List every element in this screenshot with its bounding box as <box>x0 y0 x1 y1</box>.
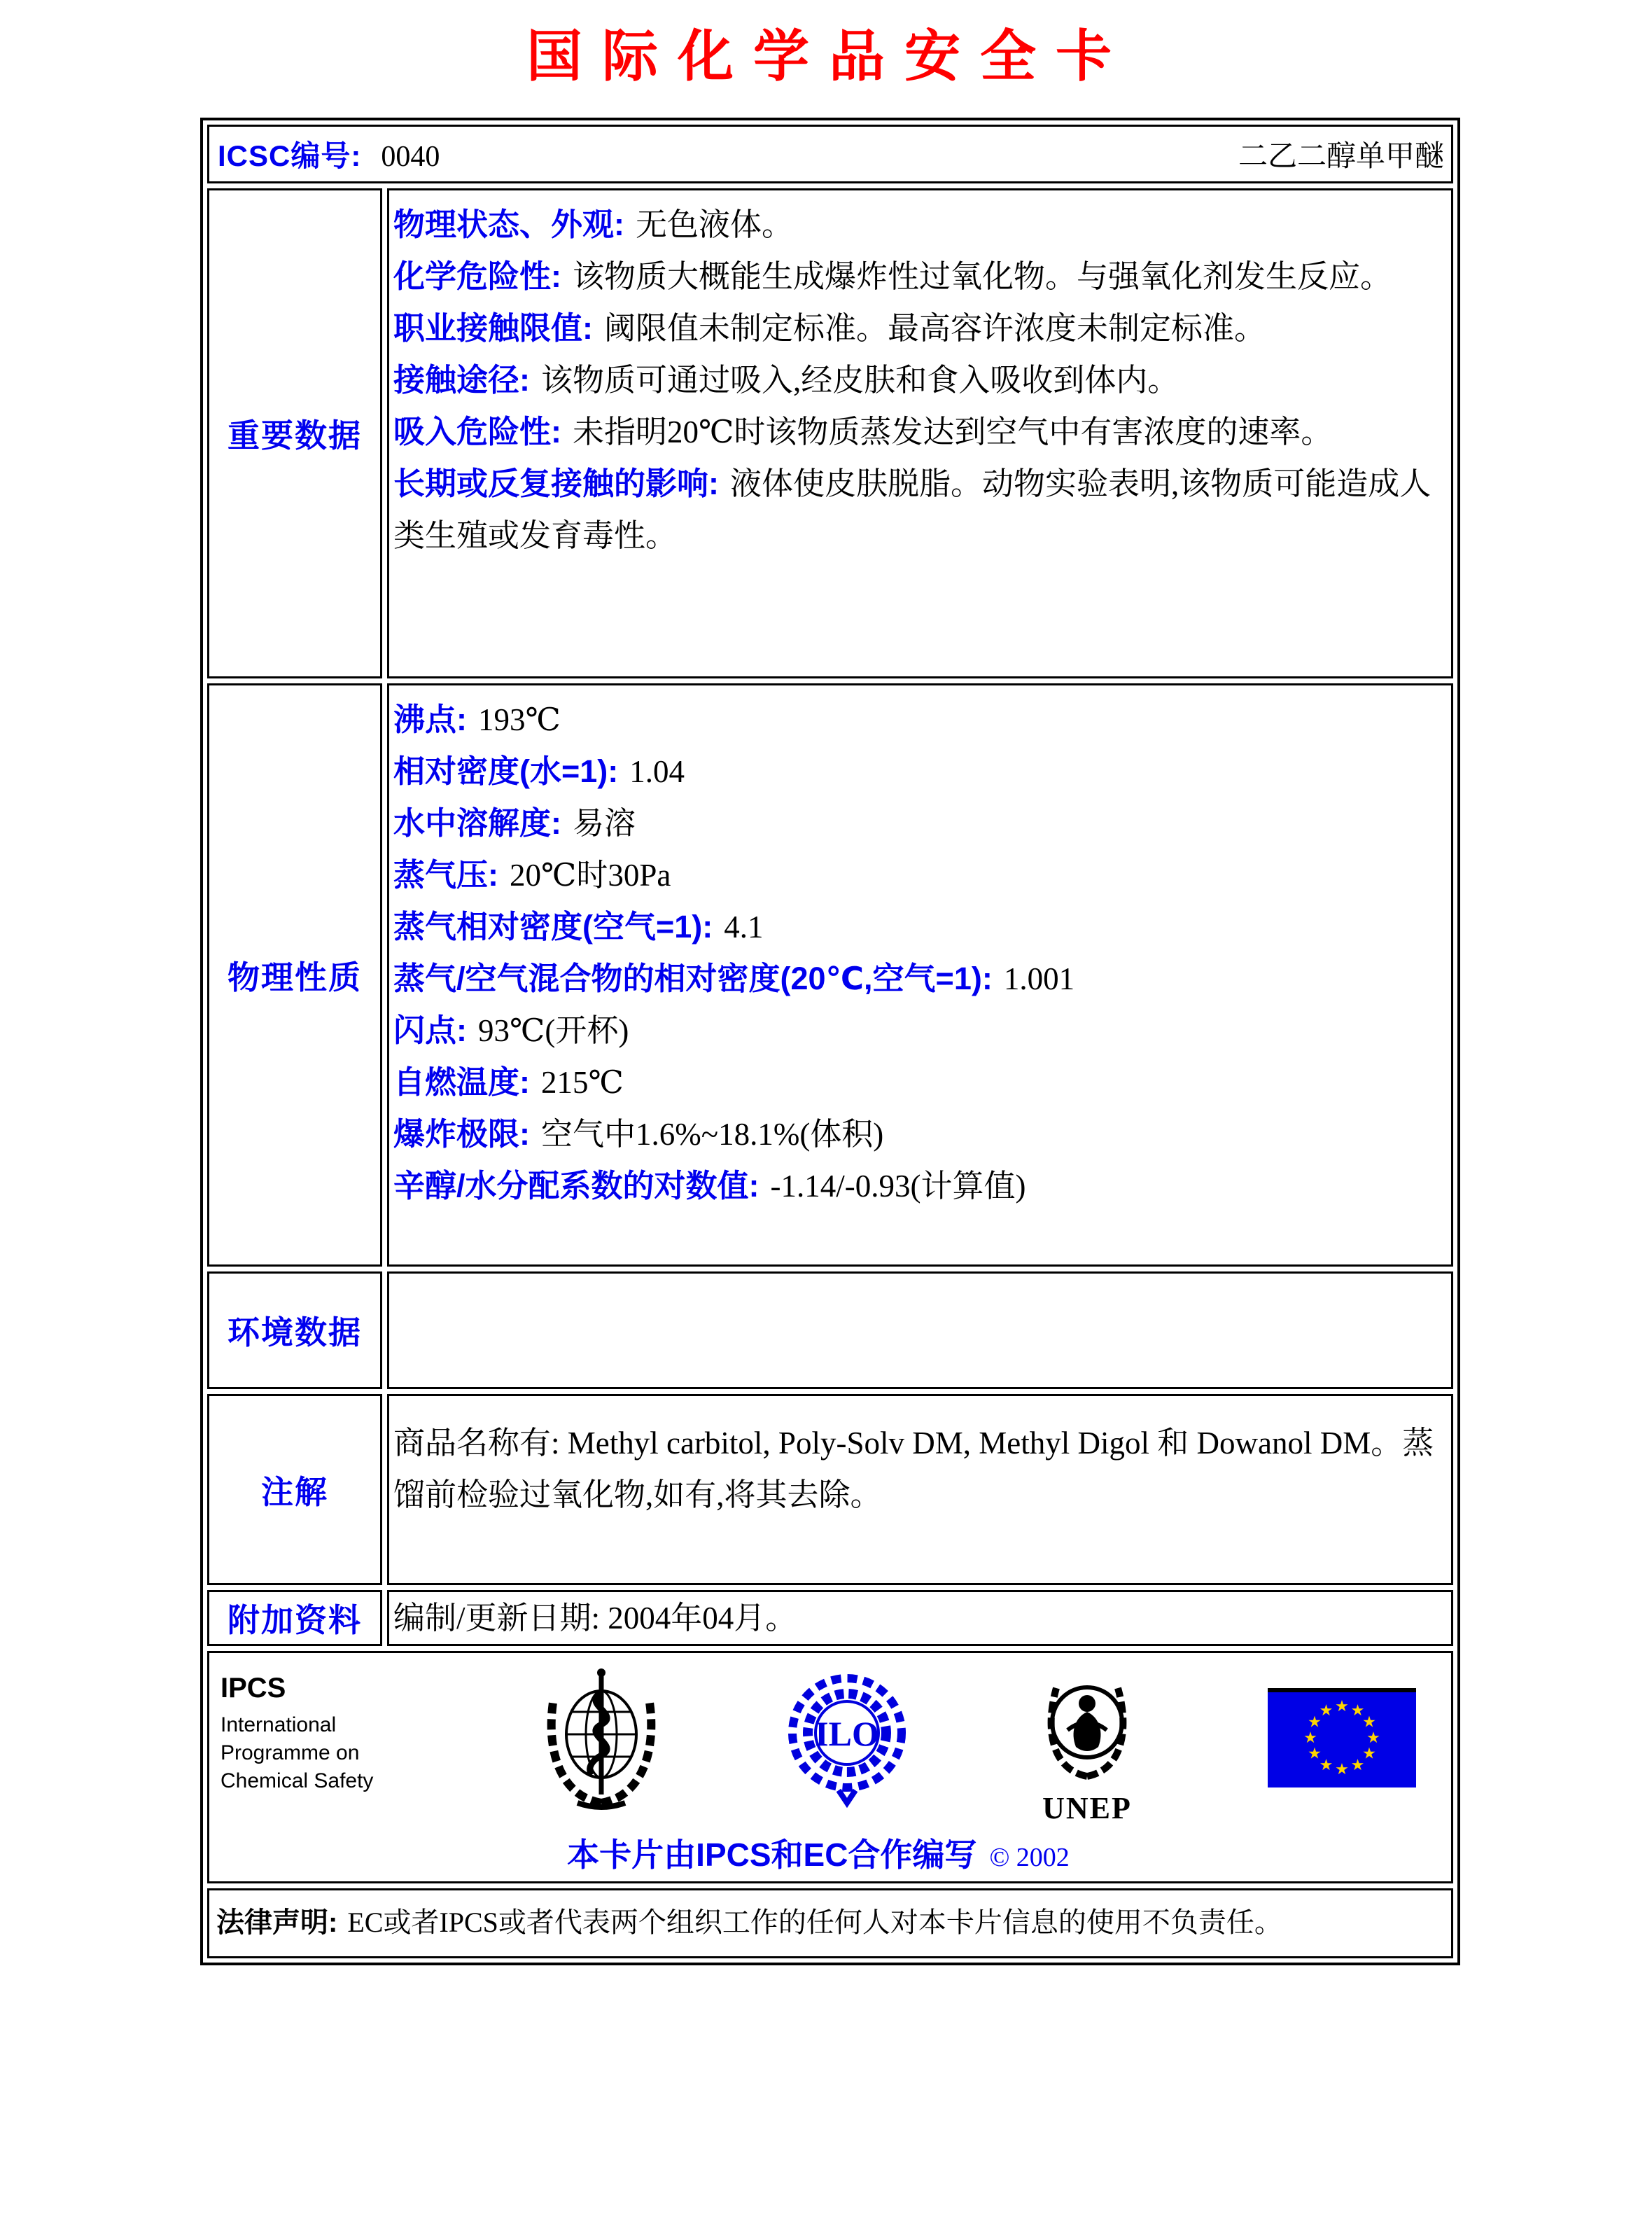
field-label: 自燃温度: <box>393 1064 530 1100</box>
unep-letters: UNEP <box>1042 1791 1133 1825</box>
physical-properties-content <box>387 683 1453 1267</box>
field-label: 职业接触限值: <box>393 310 593 346</box>
legal-label: 法律声明: <box>216 1907 338 1938</box>
eu-flag-icon <box>1268 1663 1416 1787</box>
data-item <box>393 1057 1434 1108</box>
section-notes <box>207 1394 1453 1585</box>
icsc-number-group <box>218 133 440 175</box>
icsc-card <box>200 118 1460 1965</box>
svg-text:★: ★ <box>1366 1729 1380 1747</box>
section-important-data <box>207 188 1453 678</box>
header-cell <box>207 125 1453 183</box>
data-item <box>393 302 1434 354</box>
field-label: 长期或反复接触的影响: <box>393 466 719 501</box>
field-label: 爆炸极限: <box>393 1116 530 1152</box>
ipcs-line: International <box>220 1713 337 1736</box>
field-value: 阈限值未制定标准。最高容许浓度未制定标准。 <box>604 311 1266 346</box>
data-item <box>393 797 1434 849</box>
field-value: 无色液体。 <box>636 207 794 242</box>
data-item <box>393 849 1434 901</box>
field-value: 93℃(开杯) <box>478 1013 629 1048</box>
field-label: 接触途径: <box>393 362 530 398</box>
copyright-text: © 2002 <box>989 1843 1070 1872</box>
environmental-data-content <box>387 1271 1453 1389</box>
header-row <box>207 125 1453 183</box>
section-label-additional-info: 附加资料 <box>207 1590 382 1646</box>
svg-text:★: ★ <box>1335 1698 1349 1715</box>
svg-text:★: ★ <box>1362 1745 1376 1763</box>
field-label: 闪点: <box>393 1012 467 1048</box>
field-value: 易溶 <box>573 806 636 841</box>
field-label: 蒸气/空气混合物的相对密度(20℃,空气=1): <box>393 961 993 996</box>
field-label: 物理状态、外观: <box>393 207 624 242</box>
data-item <box>393 694 1434 746</box>
who-logo-icon <box>537 1663 666 1811</box>
update-date-text: 编制/更新日期: 2004年04月。 <box>393 1601 797 1636</box>
svg-text:★: ★ <box>1335 1761 1349 1778</box>
field-value: -1.14/-0.93(计算值) <box>770 1169 1026 1204</box>
legal-row <box>207 1888 1453 1958</box>
data-item <box>393 953 1434 1005</box>
svg-text:★: ★ <box>1319 1757 1334 1774</box>
field-label: 化学危险性: <box>393 258 561 294</box>
ipcs-text-block <box>220 1663 416 1795</box>
data-item <box>393 1108 1434 1160</box>
section-environmental-data <box>207 1271 1453 1389</box>
field-value: 1.04 <box>629 754 685 789</box>
logos-row <box>207 1651 1453 1883</box>
data-item <box>393 458 1434 562</box>
field-value: 20℃时30Pa <box>510 858 671 893</box>
chemical-name: 二乙二醇单甲醚 <box>1238 141 1444 173</box>
ipcs-line: Programme on <box>220 1741 360 1764</box>
caption-text: 本卡片由IPCS和EC合作编写 <box>567 1837 977 1873</box>
section-label-physical-properties: 物理性质 <box>207 683 382 1267</box>
icsc-number-value: 0040 <box>381 141 440 173</box>
important-data-content <box>387 188 1453 678</box>
ilo-logo-icon <box>787 1663 907 1811</box>
field-label: 相对密度(水=1): <box>393 753 619 789</box>
notes-text: 商品名称有: Methyl carbitol, Poly-Solv DM, Methyl Digol 和 Dowanol DM。蒸馏前检验过氧化物,如有,将其去除。 <box>393 1426 1434 1512</box>
notes-content <box>387 1394 1453 1585</box>
logos-line <box>220 1663 1416 1825</box>
page-title: 国际化学品安全卡 <box>526 27 1131 88</box>
svg-text:★: ★ <box>1350 1702 1365 1720</box>
svg-text:★: ★ <box>1308 1713 1322 1731</box>
field-value: 液体使皮肤脱脂。动物实验表明,该物质可能造成人类生殖或发育毒性。 <box>393 466 1432 553</box>
caption-line <box>220 1830 1416 1876</box>
section-label-environmental-data: 环境数据 <box>207 1271 382 1389</box>
data-item <box>393 406 1434 458</box>
field-label: 吸入危险性: <box>393 414 561 450</box>
data-item <box>393 901 1434 953</box>
field-label: 水中溶解度: <box>393 805 561 841</box>
field-value: 215℃ <box>541 1065 624 1100</box>
data-item <box>393 251 1434 302</box>
field-value: 193℃ <box>478 702 561 737</box>
field-label: 沸点: <box>393 702 467 737</box>
svg-text:★: ★ <box>1303 1729 1317 1747</box>
svg-text:★: ★ <box>1319 1702 1334 1720</box>
svg-text:★: ★ <box>1308 1745 1322 1763</box>
field-value: 该物质大概能生成爆炸性过氧化物。与强氧化剂发生反应。 <box>573 259 1392 294</box>
data-item <box>393 199 1434 251</box>
ipcs-acronym: IPCS <box>220 1673 286 1703</box>
field-label: 蒸气相对密度(空气=1): <box>393 909 713 945</box>
field-label: 蒸气压: <box>393 857 498 893</box>
field-value: 空气中1.6%~18.1%(体积) <box>541 1117 884 1152</box>
ipcs-line: Chemical Safety <box>220 1769 374 1792</box>
field-value: 4.1 <box>724 910 764 945</box>
icsc-number-label: ICSC编号: <box>218 139 362 172</box>
svg-text:★: ★ <box>1362 1713 1376 1731</box>
field-label: 辛醇/水分配系数的对数值: <box>393 1168 760 1204</box>
unep-logo-icon <box>1027 1663 1147 1825</box>
field-value: 1.001 <box>1003 961 1075 996</box>
data-item <box>393 354 1434 406</box>
legal-cell <box>207 1888 1453 1958</box>
section-physical-properties <box>207 683 1453 1267</box>
legal-text: EC或者IPCS或者代表两个组织工作的任何人对本卡片信息的使用不负责任。 <box>347 1907 1282 1938</box>
svg-text:★: ★ <box>1350 1757 1365 1774</box>
ilo-letters: ILO <box>814 1714 879 1753</box>
data-item <box>393 1005 1434 1057</box>
logos-cell <box>207 1651 1453 1883</box>
data-item <box>393 746 1434 797</box>
field-value: 未指明20℃时该物质蒸发达到空气中有害浓度的速率。 <box>573 414 1333 450</box>
section-label-important-data: 重要数据 <box>207 188 382 678</box>
section-label-notes: 注解 <box>207 1394 382 1585</box>
section-additional-info <box>207 1590 1453 1646</box>
additional-info-content <box>387 1590 1453 1646</box>
data-item <box>393 1160 1434 1212</box>
field-value: 该物质可通过吸入,经皮肤和食入吸收到体内。 <box>541 363 1180 398</box>
